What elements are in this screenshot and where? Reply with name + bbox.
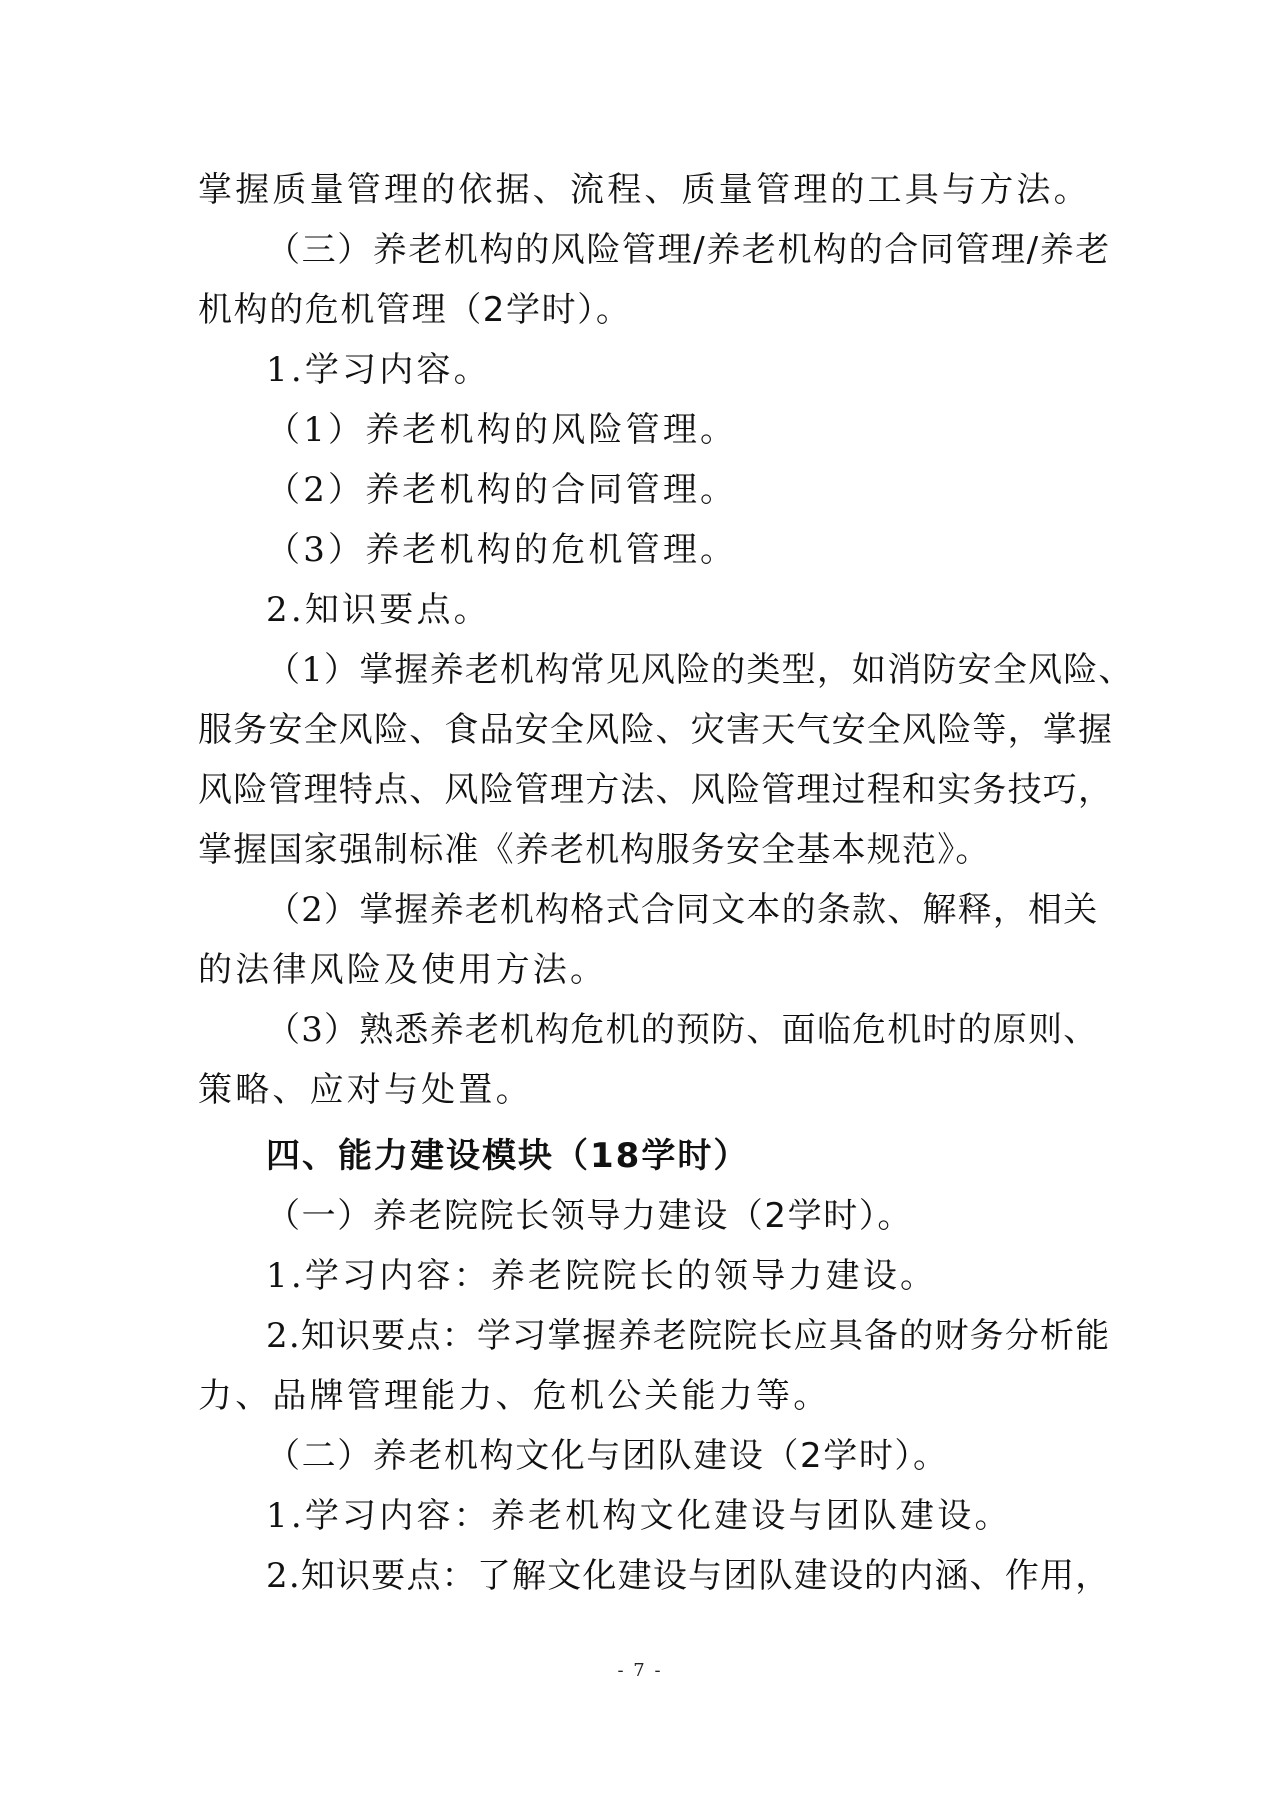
paragraph-line: 风险管理特点、风险管理方法、风险管理过程和实务技巧， <box>198 770 1114 810</box>
page-number: - 7 - <box>617 1660 663 1681</box>
section-heading: （二）养老机构文化与团队建设（2学时）。 <box>266 1436 949 1476</box>
paragraph-line: 服务安全风险、食品安全风险、灾害天气安全风险等，掌握 <box>198 710 1114 750</box>
paragraph-line: 掌握质量管理的依据、流程、质量管理的工具与方法。 <box>198 170 1091 210</box>
paragraph-line: （2）掌握养老机构格式合同文本的条款、解释，相关 <box>266 890 1099 930</box>
paragraph-line: 策略、应对与处置。 <box>198 1070 533 1110</box>
paragraph-line: 的法律风险及使用方法。 <box>198 950 608 990</box>
paragraph-line: 1.学习内容：养老机构文化建设与团队建设。 <box>266 1496 1012 1536</box>
paragraph-line: （3）养老机构的危机管理。 <box>266 530 738 570</box>
paragraph-line: 1.学习内容：养老院院长的领导力建设。 <box>266 1256 938 1296</box>
paragraph-line: 1.学习内容。 <box>266 350 491 390</box>
paragraph-line: 力、品牌管理能力、危机公关能力等。 <box>198 1376 831 1416</box>
paragraph-line: （1）养老机构的风险管理。 <box>266 410 738 450</box>
paragraph-line: （1）掌握养老机构常见风险的类型，如消防安全风险、 <box>266 650 1134 690</box>
section-heading: （三）养老机构的风险管理/养老机构的合同管理/养老 <box>266 230 1111 270</box>
section-heading-continued: 机构的危机管理（2学时）。 <box>198 290 632 330</box>
paragraph-line: 掌握国家强制标准《养老机构服务安全基本规范》。 <box>198 830 991 870</box>
paragraph-line: （3）熟悉养老机构危机的预防、面临危机时的原则、 <box>266 1010 1099 1050</box>
paragraph-line: 2.知识要点：学习掌握养老院院长应具备的财务分析能 <box>266 1316 1111 1356</box>
module-heading: 四、能力建设模块（18学时） <box>266 1136 750 1176</box>
paragraph-line: （2）养老机构的合同管理。 <box>266 470 738 510</box>
section-heading: （一）养老院院长领导力建设（2学时）。 <box>266 1196 914 1236</box>
paragraph-line: 2.知识要点。 <box>266 590 491 630</box>
paragraph-line: 2.知识要点：了解文化建设与团队建设的内涵、作用， <box>266 1556 1111 1596</box>
document-body <box>198 160 1134 1606</box>
